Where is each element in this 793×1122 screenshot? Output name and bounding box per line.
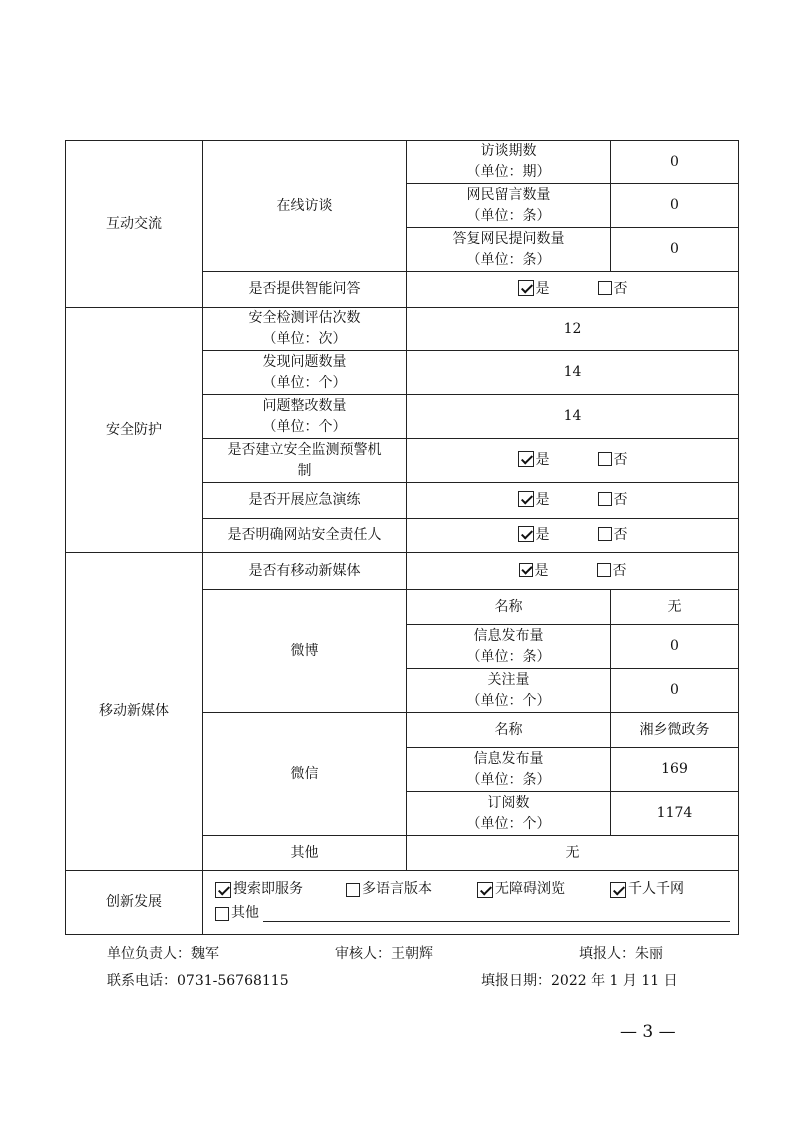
- online-interview-label: 在线访谈: [203, 141, 407, 272]
- fill-date: 填报日期：2022 年 1 月 11 日: [481, 973, 678, 989]
- checks-value: 12: [407, 308, 739, 351]
- fixed-label: 问题整改数量 （单位：个）: [203, 395, 407, 439]
- section-mobile: 移动新媒体: [66, 553, 203, 871]
- wechat-posts-label: 信息发布量 （单位：条）: [407, 748, 611, 792]
- section-security: 安全防护: [66, 308, 203, 553]
- fixed-value: 14: [407, 395, 739, 439]
- yes-checkbox[interactable]: [518, 491, 534, 507]
- wechat-posts-value: 169: [611, 748, 739, 792]
- smart-qa-label: 是否提供智能问答: [203, 272, 407, 308]
- answers-value: 0: [611, 228, 739, 272]
- other-input-line[interactable]: [263, 905, 730, 922]
- wechat-name-value: 湘乡微政务: [611, 713, 739, 748]
- filler: 填报人：朱丽: [579, 946, 663, 962]
- wechat-label: 微信: [203, 713, 407, 836]
- report-table: [65, 140, 739, 935]
- personalized-checkbox[interactable]: [610, 882, 626, 898]
- no-checkbox[interactable]: [598, 281, 612, 295]
- accessibility-checkbox[interactable]: [477, 882, 493, 898]
- sessions-label: 访谈期数 （单位：期）: [407, 141, 611, 184]
- owner-choice: 是 否: [407, 519, 739, 553]
- wechat-subs-label: 订阅数 （单位：个）: [407, 792, 611, 836]
- yes-checkbox[interactable]: [518, 451, 534, 467]
- has-media-label: 是否有移动新媒体: [203, 553, 407, 590]
- unit-head: 单位负责人：魏军: [107, 946, 219, 962]
- other-media-label: 其他: [203, 836, 407, 871]
- section-innovation: 创新发展: [66, 871, 203, 935]
- yes-checkbox[interactable]: [519, 563, 533, 577]
- contact-phone: 联系电话：0731-56768115: [107, 973, 289, 989]
- yes-checkbox[interactable]: [518, 526, 534, 542]
- yes-checkbox[interactable]: [518, 280, 534, 296]
- no-checkbox[interactable]: [598, 452, 612, 466]
- weibo-name-label: 名称: [407, 590, 611, 625]
- search-service-checkbox[interactable]: [215, 882, 231, 898]
- wechat-subs-value: 1174: [611, 792, 739, 836]
- other-media-value: 无: [407, 836, 739, 871]
- drill-choice: 是 否: [407, 483, 739, 519]
- issues-value: 14: [407, 351, 739, 395]
- messages-label: 网民留言数量 （单位：条）: [407, 184, 611, 228]
- no-checkbox[interactable]: [598, 492, 612, 506]
- multilingual-checkbox[interactable]: [346, 883, 360, 897]
- other-checkbox[interactable]: [215, 907, 229, 921]
- sessions-value: 0: [611, 141, 739, 184]
- monitor-label: 是否建立安全监测预警机 制: [203, 439, 407, 483]
- has-media-choice: 是 否: [407, 553, 739, 590]
- reviewer: 审核人：王朝辉: [335, 946, 433, 962]
- wechat-name-label: 名称: [407, 713, 611, 748]
- messages-value: 0: [611, 184, 739, 228]
- no-checkbox[interactable]: [597, 563, 611, 577]
- section-interaction: 互动交流: [66, 141, 203, 308]
- weibo-followers-value: 0: [611, 669, 739, 713]
- weibo-label: 微博: [203, 590, 407, 713]
- weibo-posts-value: 0: [611, 625, 739, 669]
- weibo-posts-label: 信息发布量 （单位：条）: [407, 625, 611, 669]
- smart-qa-choice: 是 否: [407, 272, 739, 308]
- issues-label: 发现问题数量 （单位：个）: [203, 351, 407, 395]
- page-number: — 3 —: [620, 1022, 676, 1042]
- answers-label: 答复网民提问数量 （单位：条）: [407, 228, 611, 272]
- innovation-options: 搜索即服务 多语言版本 无障碍浏览 千人千网 其他: [203, 871, 739, 935]
- owner-label: 是否明确网站安全责任人: [203, 519, 407, 553]
- weibo-followers-label: 关注量 （单位：个）: [407, 669, 611, 713]
- weibo-name-value: 无: [611, 590, 739, 625]
- monitor-choice: 是 否: [407, 439, 739, 483]
- drill-label: 是否开展应急演练: [203, 483, 407, 519]
- no-checkbox[interactable]: [598, 527, 612, 541]
- checks-label: 安全检测评估次数 （单位：次）: [203, 308, 407, 351]
